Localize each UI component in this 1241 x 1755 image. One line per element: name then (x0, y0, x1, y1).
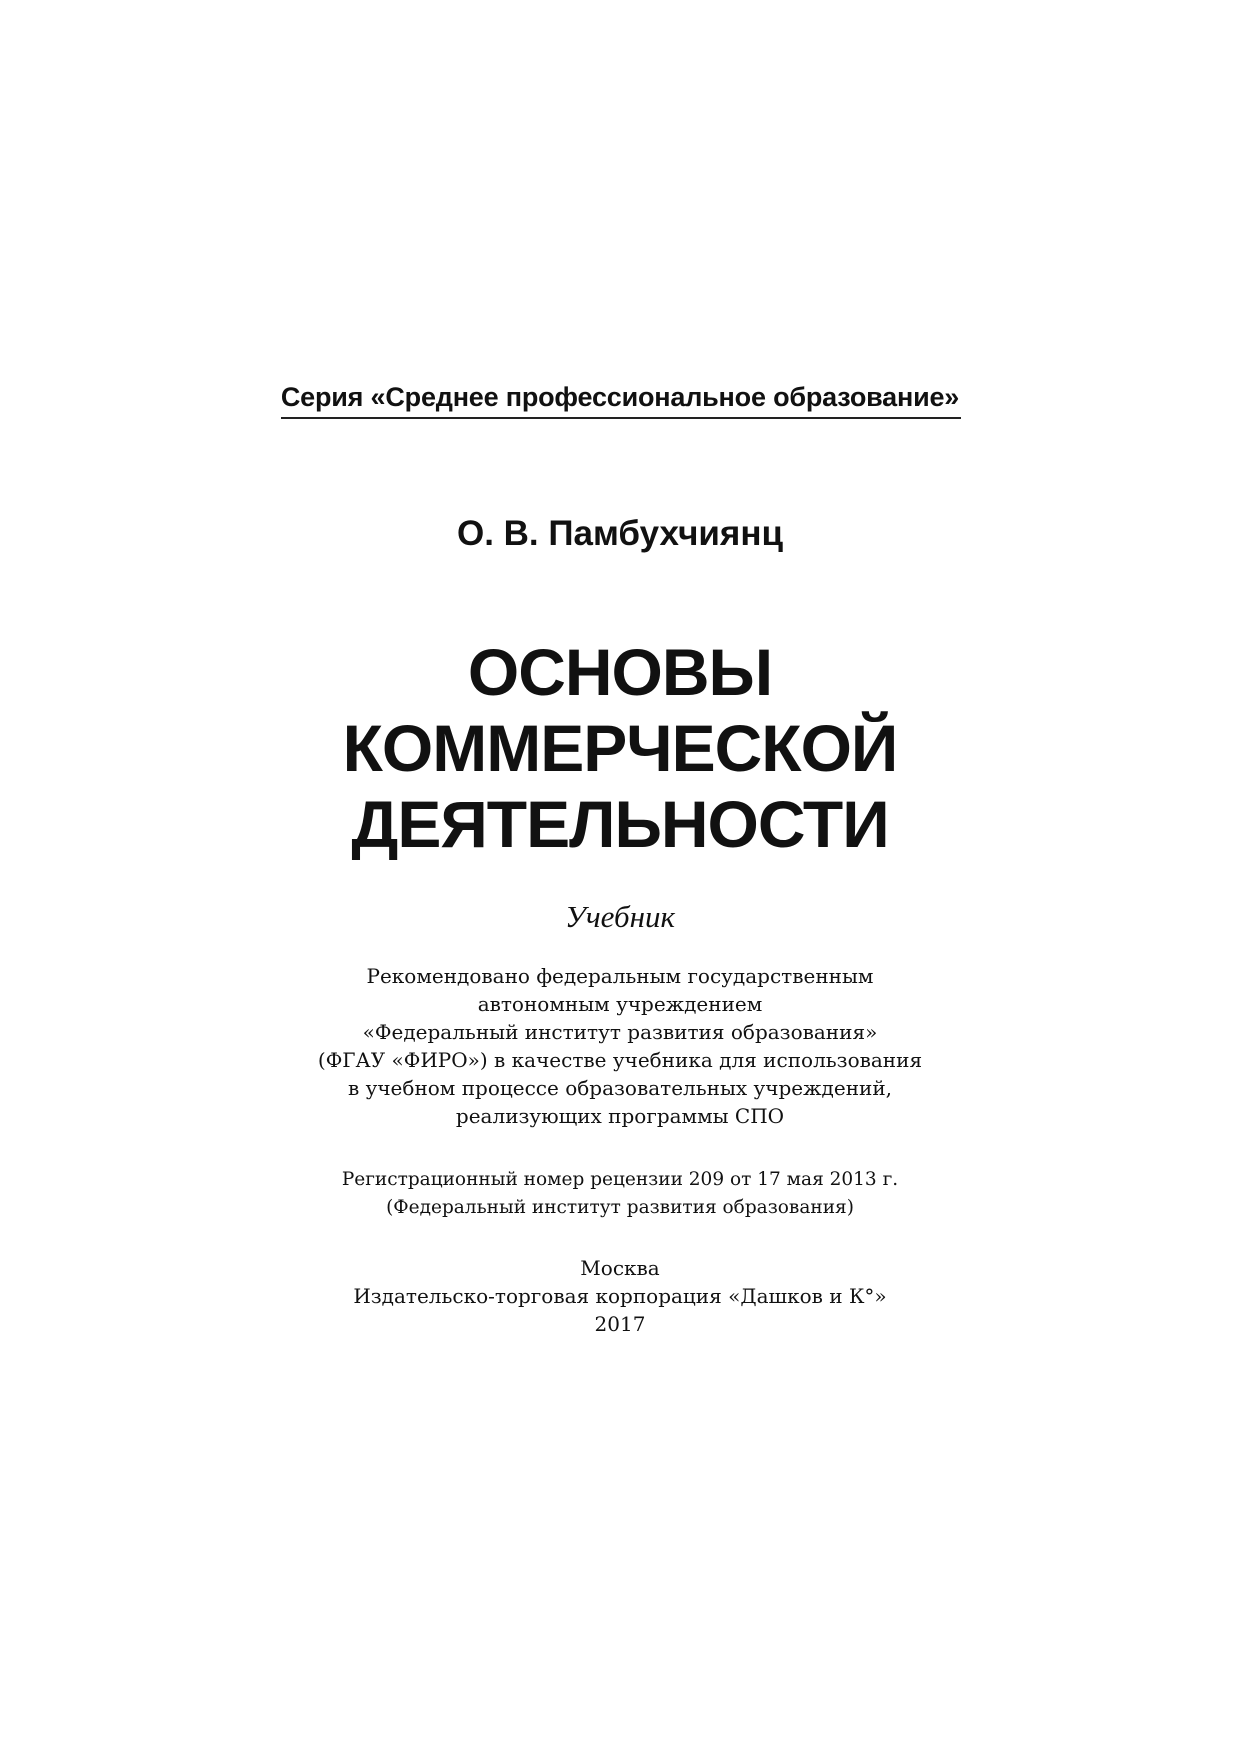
recommendation-line: автономным учреждением (477, 992, 763, 1016)
publisher-name: Издательско-торговая корпорация «Дашков и К°» (353, 1284, 887, 1308)
recommendation-line: реализующих программы СПО (455, 1104, 785, 1128)
registration-line: (Федеральный институт развития образования) (386, 1197, 854, 1218)
registration-note (240, 1166, 1000, 1222)
book-subtitle: Учебник (565, 899, 675, 934)
recommendation-line: (ФГАУ «ФИРО») в качестве учебника для использования (317, 1048, 923, 1072)
publication-year: 2017 (594, 1312, 646, 1336)
recommendation-text (240, 962, 1000, 1130)
publisher-block (240, 1254, 1000, 1338)
recommendation-line: «Федеральный институт развития образования» (362, 1020, 878, 1044)
title-line: ДЕЯТЕЛЬНОСТИ (351, 787, 889, 861)
registration-line: Регистрационный номер рецензии 209 от 17 мая 2013 г. (341, 1169, 899, 1190)
title-line: ОСНОВЫ (467, 635, 773, 709)
publisher-city: Москва (580, 1256, 660, 1280)
book-title (230, 634, 1010, 862)
series-label: Серия «Среднее профессиональное образование» (280, 382, 960, 412)
series-divider (281, 417, 961, 419)
recommendation-line: Рекомендовано федеральным государственным (366, 964, 874, 988)
title-line: КОММЕРЧЕСКОЙ (342, 711, 898, 785)
recommendation-line: в учебном процессе образовательных учреждений, (347, 1076, 893, 1100)
author-name: О. В. Памбухчиянц (456, 514, 783, 553)
